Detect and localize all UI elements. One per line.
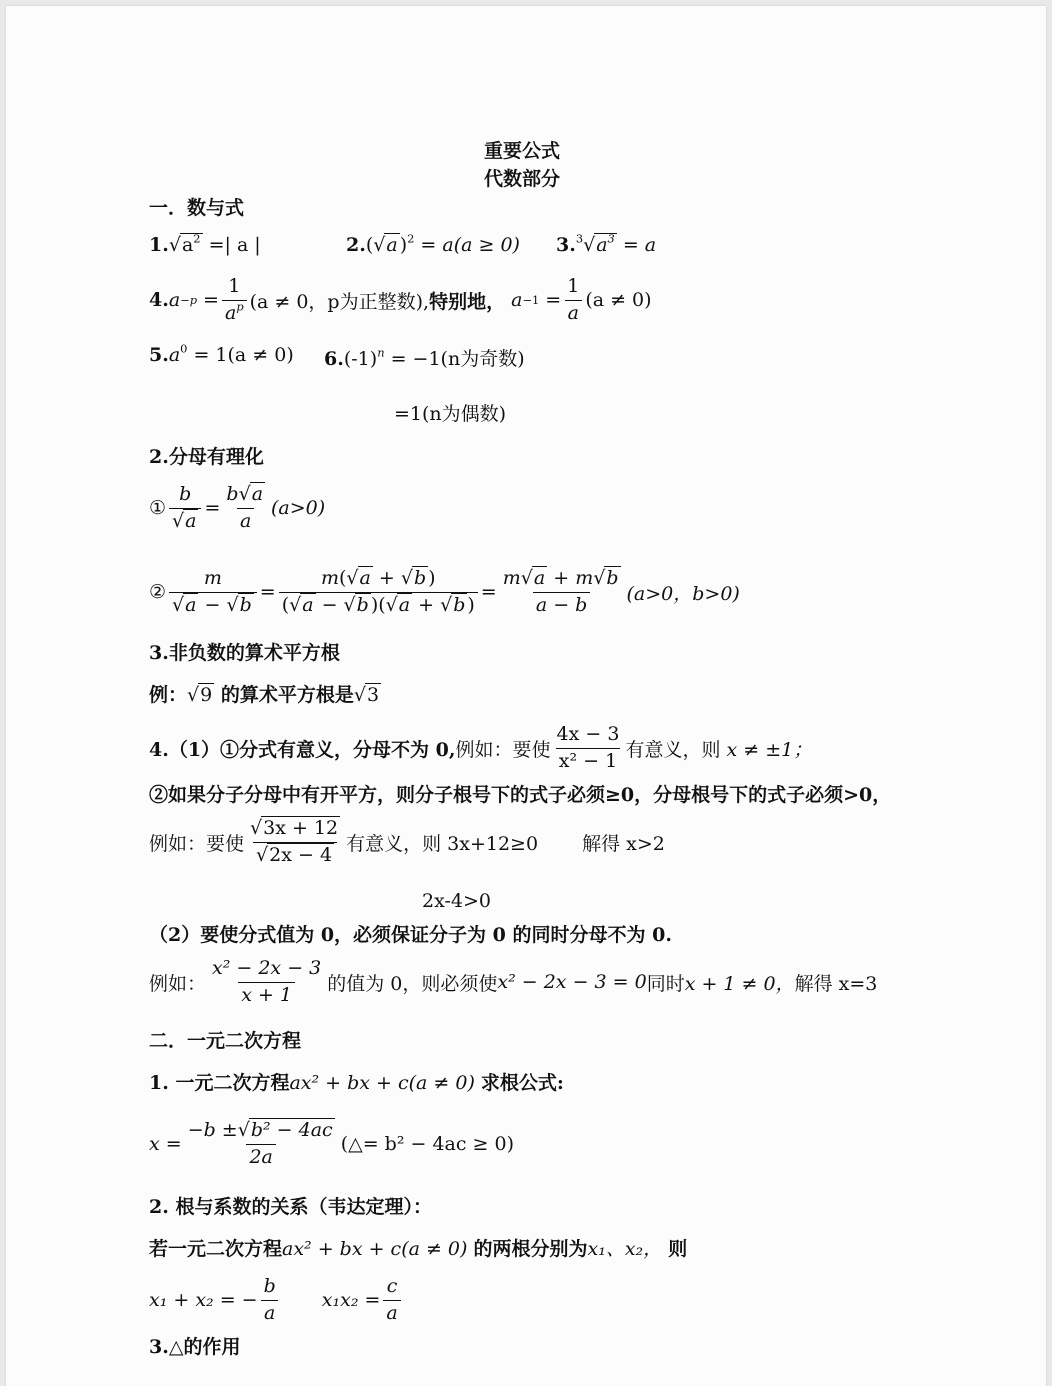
formula-5: $5.a^0 = 1(a \ne 0)$ [149,341,294,366]
section-heading-sqrt: 3.非负数的算术平方根 [149,642,340,664]
section-heading-numbers: 一．数与式 [149,197,245,219]
page-title: 重要公式 [484,140,561,162]
fraction-zero-rule: （2）要使分式值为 0，必须保证分子为 0 的同时分母不为 0. [149,924,672,946]
sqrt-fraction-example: 例如：要使 $\frac{√3x + 12}{√2x - 4}$ 有意义，则 3x+12≥0 解得 x>2 [149,817,665,866]
formula-6-even: =1(n为偶数) [394,403,507,425]
sqrt-example: 例：√9 的算术平方根是√3 [149,684,380,706]
vieta-statement: 若一元二次方程ax² + bx + c(a ≠ 0) 的两根分别为x₁、x₂， 则 [149,1238,688,1260]
section-heading-quadratic: 二．一元二次方程 [149,1030,302,1052]
sqrt-fraction-example-line2: 2x-4>0 [422,890,491,912]
fraction-meaningful: 4.（1）①分式有意义，分母不为 0, 例如：要使 $\frac{4x - 3}{\text{x² − 1}}$ 有意义，则 x ≠ ±1； [149,723,813,772]
formula-2: 2.(√a )$^2$ = a(a ≥ 0) [346,231,520,256]
sqrt-fraction-rule: ②如果分子分母中有开平方，则分子根号下的式子必须≥0，分母根号下的式子必须>0， [149,784,892,806]
quadratic-formula: x = $\frac{\text{−b ±√b² − 4ac}}{2a}$ (△= b² − 4ac ≥ 0) [149,1119,515,1168]
delta-usage-heading: 3.△的作用 [149,1336,241,1358]
page-subtitle: 代数部分 [484,168,561,190]
document-page [6,6,1046,1386]
formula-6: $6.(-1)^n = -1(n$为奇数) [324,345,525,370]
formula-3: $3.^3√a^3 = a$ [556,231,657,256]
formula-4: 4. a −p = $\frac{1}{a^p}$ (a ≠ 0，p为正整数), 特别地， a −1 = $\frac{1}{a}$ (a ≠ 0) [149,275,652,324]
formula-1: $1.√a^2$ =| a | [149,231,261,256]
quadratic-intro: 1. 一元二次方程ax² + bx + c(a ≠ 0) 求根公式: [149,1072,564,1094]
section-heading-rationalize: 2.分母有理化 [149,446,264,468]
rationalize-formula-1: ① $\frac{b}{√a}$ = $\frac{b√a}{a}$ (a>0) [149,483,326,532]
rationalize-formula-2: ② $\frac{m}{√a - √b}$ = $\frac{m(√a + √b )}{(√a - √b )(√a + √b )}$ = $\frac{m√a + m√b}{a - b}$ (a>0，b>0) [149,567,740,616]
vieta-formulas: x₁ + x₂ = − $\frac{b}{a}$ x₁x₂ = $\frac{c}{a}$ [149,1276,404,1325]
vieta-heading: 2. 根与系数的关系（韦达定理）： [149,1196,432,1218]
fraction-zero-example: 例如： $\frac{\text{x² − 2x − 3}}{x + 1}$ 的值为 0，则必须使 x² − 2x − 3 = 0 同时 x + 1 ≠ 0， 解得 x=3 [149,957,878,1006]
